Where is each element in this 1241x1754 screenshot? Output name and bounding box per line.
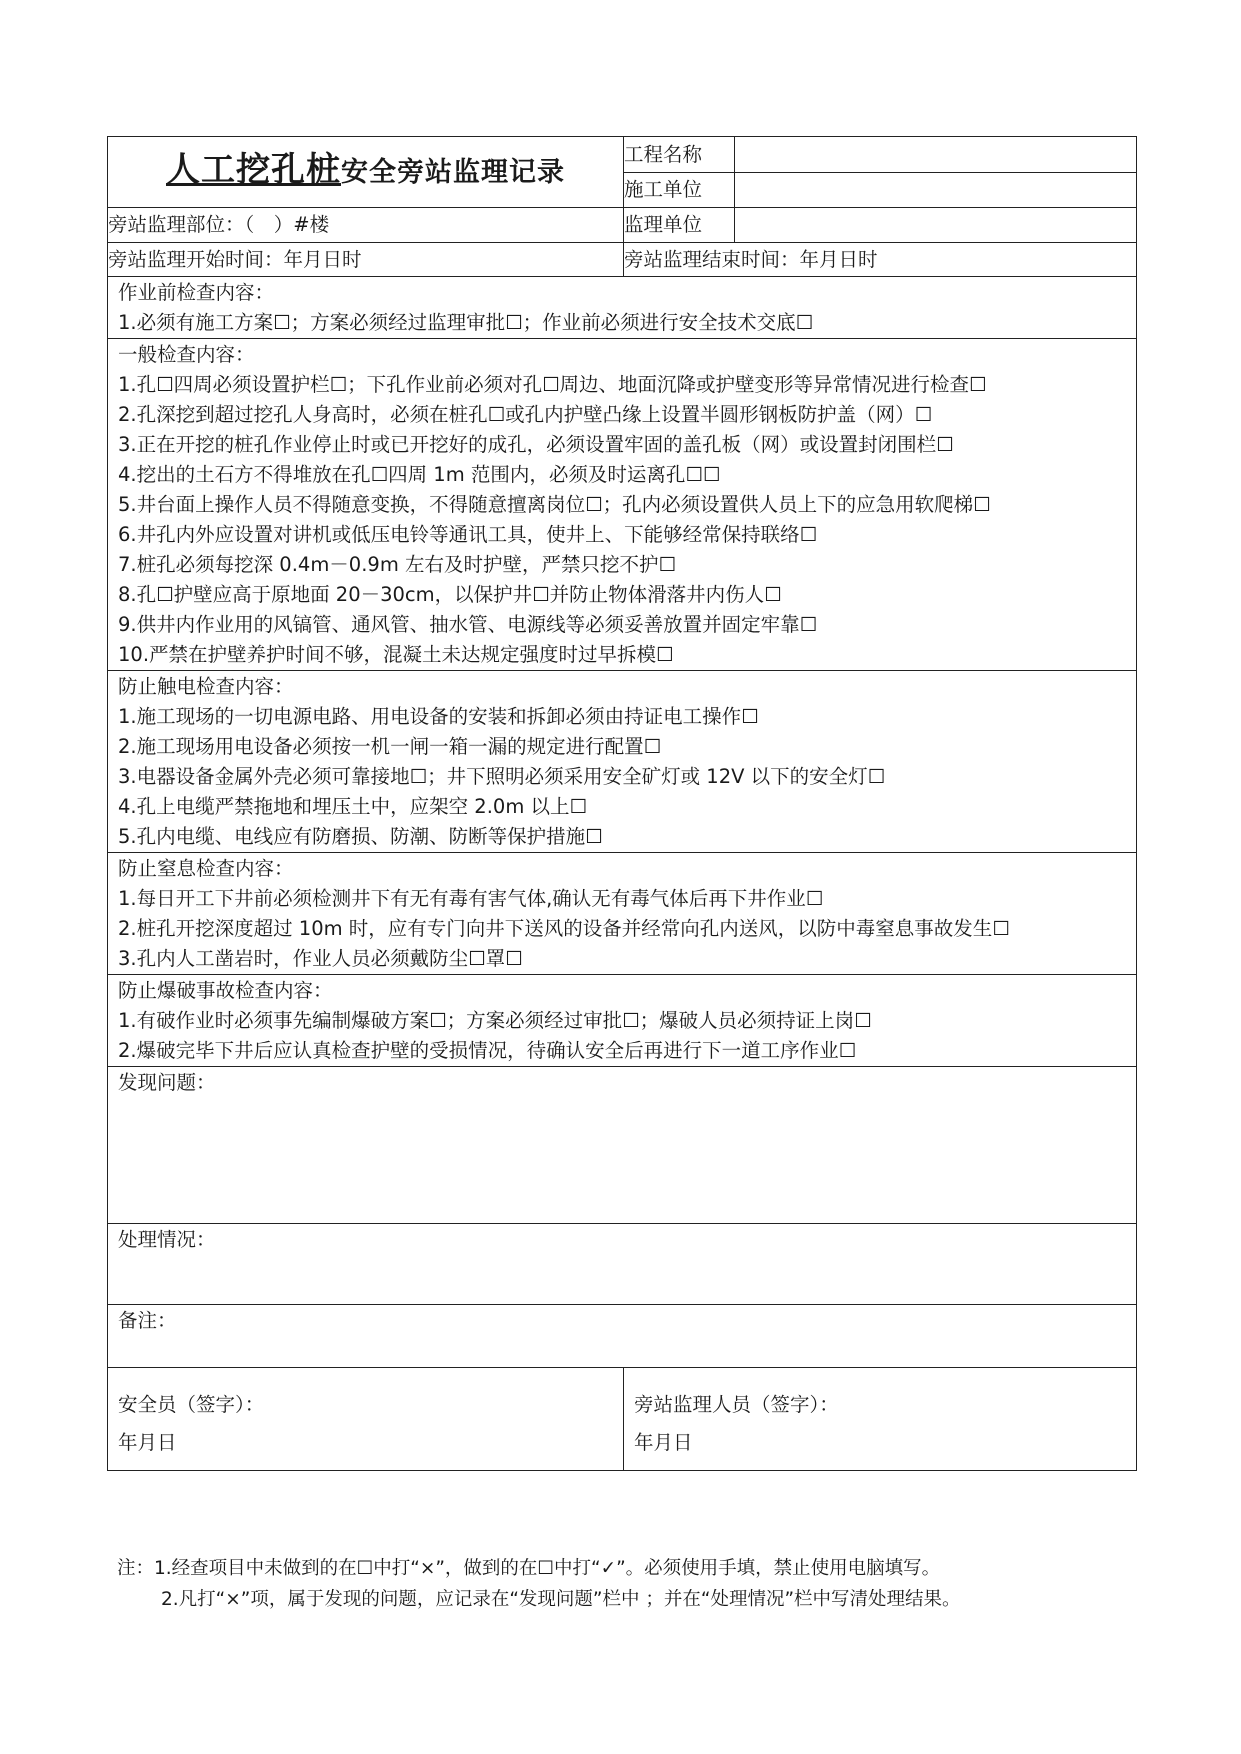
problems-field[interactable] [108, 1067, 1137, 1224]
safety-officer-label: 安全员（签字）： [118, 1393, 265, 1416]
check-item[interactable]: 2.孔深挖到超过挖孔人身高时，必须在桩孔☐或孔内护壁凸缘上设置半圆形钢板防护盖（网）☐ [118, 403, 933, 426]
check-item[interactable]: 1.孔☐四周必须设置护栏☐；下孔作业前必须对孔☐周边、地面沉降或护壁变形等异常情况进行检查☐ [118, 373, 987, 396]
project-name-field[interactable] [735, 137, 1137, 173]
safety-officer-signature[interactable] [108, 1368, 624, 1471]
check-item[interactable]: 3.正在开挖的桩孔作业停止时或已开挖好的成孔，必须设置牢固的盖孔板（网）或设置封闭围栏☐ [118, 433, 954, 456]
handling-label: 处理情况： [118, 1228, 216, 1251]
footnotes [117, 1553, 1137, 1615]
section-electrocution [108, 671, 1137, 853]
check-item[interactable]: 4.挖出的土石方不得堆放在孔☐四周 1m 范围内，必须及时运离孔☐☐ [118, 463, 721, 486]
check-item[interactable]: 6.井孔内外应设置对讲机或低压电铃等通讯工具，使井上、下能够经常保持联络☐ [118, 523, 818, 546]
check-item[interactable]: 7.桩孔必须每挖深 0.4m－0.9m 左右及时护壁，严禁只挖不护☐ [118, 553, 676, 576]
start-time[interactable]: 旁站监理开始时间：年月日时 [108, 243, 624, 277]
construction-unit-field[interactable] [735, 173, 1137, 208]
check-item[interactable]: 2.爆破完毕下井后应认真检查护壁的受损情况，待确认安全后再进行下一道工序作业☐ [118, 1039, 857, 1062]
check-item[interactable]: 2.桩孔开挖深度超过 10m 时，应有专门向井下送风的设备并经常向孔内送风，以防中毒窒息事故发生☐ [118, 917, 1010, 940]
section-heading: 防止爆破事故检查内容： [118, 979, 333, 1002]
check-item[interactable]: 3.电器设备金属外壳必须可靠接地☐；井下照明必须采用安全矿灯或 12V 以下的安全灯☐ [118, 765, 886, 788]
remarks-label: 备注： [118, 1309, 177, 1332]
supervision-record-form [107, 136, 1137, 1471]
section-suffocation [108, 853, 1137, 975]
supervisor-label: 旁站监理人员（签字）： [634, 1393, 839, 1416]
footnote-line-2: 2.凡打“×”项，属于发现的问题，应记录在“发现问题”栏中 ；并在“处理情况”栏中写清处理结果。 [161, 1589, 961, 1610]
form-title [108, 137, 624, 208]
section-heading: 防止窒息检查内容： [118, 857, 294, 880]
supervision-unit-field[interactable] [735, 208, 1137, 243]
check-item[interactable]: 1.有破作业时必须事先编制爆破方案☐；方案必须经过审批☐；爆破人员必须持证上岗☐ [118, 1009, 872, 1032]
supervision-location[interactable]: 旁站监理部位：（ ）#楼 [108, 208, 624, 243]
project-name-label: 工程名称 [624, 137, 735, 173]
construction-unit-label: 施工单位 [624, 173, 735, 208]
supervisor-date: 年月日 [634, 1431, 693, 1454]
safety-officer-date: 年月日 [118, 1431, 177, 1454]
remarks-field[interactable] [108, 1305, 1137, 1368]
check-item[interactable]: 10.严禁在护壁养护时间不够，混凝土未达规定强度时过早拆模☐ [118, 643, 674, 666]
check-item[interactable]: 1.必须有施工方案☐；方案必须经过监理审批☐；作业前必须进行安全技术交底☐ [118, 311, 814, 334]
check-item[interactable]: 1.每日开工下井前必须检测井下有无有毒有害气体,确认无有毒气体后再下井作业☐ [118, 887, 824, 910]
section-general [108, 339, 1137, 671]
handling-field[interactable] [108, 1224, 1137, 1305]
check-item[interactable]: 5.孔内电缆、电线应有防磨损、防潮、防断等保护措施☐ [118, 825, 603, 848]
title-rest: 安全旁站监理记录 [341, 156, 565, 188]
supervision-unit-label: 监理单位 [624, 208, 735, 243]
end-time[interactable]: 旁站监理结束时间：年月日时 [624, 243, 1137, 277]
check-item[interactable]: 9.供井内作业用的风镐管、通风管、抽水管、电源线等必须妥善放置并固定牢靠☐ [118, 613, 818, 636]
problems-label: 发现问题： [118, 1071, 216, 1094]
check-item[interactable]: 4.孔上电缆严禁拖地和埋压土中，应架空 2.0m 以上☐ [118, 795, 587, 818]
section-heading: 一般检查内容： [118, 343, 255, 366]
check-item[interactable]: 8.孔☐护壁应高于原地面 20－30cm，以保护井☐并防止物体滑落井内伤人☐ [118, 583, 782, 606]
section-blasting [108, 975, 1137, 1067]
title-main: 人工挖孔桩 [166, 149, 341, 190]
check-item[interactable]: 5.井台面上操作人员不得随意变换，不得随意擅离岗位☐；孔内必须设置供人员上下的应急用软爬梯☐ [118, 493, 991, 516]
check-item[interactable]: 3.孔内人工凿岩时，作业人员必须戴防尘☐罩☐ [118, 947, 523, 970]
check-item[interactable]: 2.施工现场用电设备必须按一机一闸一箱一漏的规定进行配置☐ [118, 735, 662, 758]
check-item[interactable]: 1.施工现场的一切电源电路、用电设备的安装和拆卸必须由持证电工操作☐ [118, 705, 759, 728]
section-pre-work [108, 277, 1137, 339]
footnote-line-1: 注：1.经查项目中未做到的在☐中打“×”，做到的在☐中打“✓”。必须使用手填，禁止使用电脑填写。 [117, 1558, 941, 1579]
section-heading: 防止触电检查内容： [118, 675, 294, 698]
section-heading: 作业前检查内容： [118, 281, 275, 304]
supervisor-signature[interactable] [624, 1368, 1137, 1471]
